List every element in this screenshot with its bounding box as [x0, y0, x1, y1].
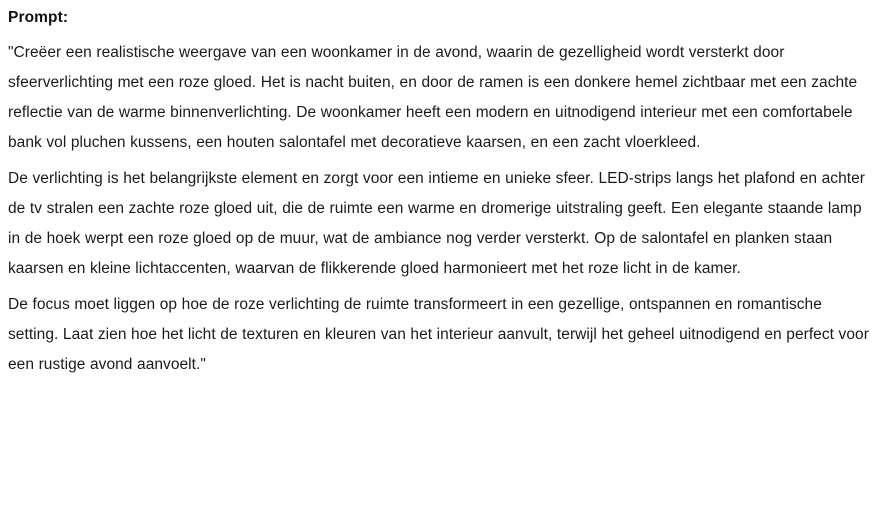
- prompt-paragraph-2: De verlichting is het belangrijkste element en zorgt voor een intieme en unieke sfeer. LED-strips langs het plafond en achter de tv stralen een zachte roze gloed uit, die de ruimte een warme en dromerige uitstraling geeft. Een elegante staande lamp in de hoek werpt een roze gloed op de muur, wat de ambiance nog verder versterkt. Op de salontafel en planken staan kaarsen en kleine lichtaccenten, waarvan de flikkerende gloed harmonieert met het roze licht in de kamer.: [8, 170, 865, 277]
- prompt-paragraph-3: De focus moet liggen op hoe de roze verlichting de ruimte transformeert in een gezellige, ontspannen en romantische setting. Laat zien hoe het licht de texturen en kleuren van het interieur aanvult, terwijl het geheel uitnodigend en perfect voor een rustige avond aanvoelt.": [8, 296, 869, 373]
- prompt-heading: Prompt:: [8, 9, 69, 26]
- prompt-paragraph-1: "Creëer een realistische weergave van een woonkamer in de avond, waarin de gezelligheid wordt versterkt door sfeerverlichting met een roze gloed. Het is nacht buiten, en door de ramen is een donkere hemel zichtbaar met een zachte reflectie van de warme binnenverlichting. De woonkamer heeft een modern en uitnodigend interieur met een comfortabele bank vol pluchen kussens, een houten salontafel met decoratieve kaarsen, en een zacht vloerkleed.: [8, 44, 858, 151]
